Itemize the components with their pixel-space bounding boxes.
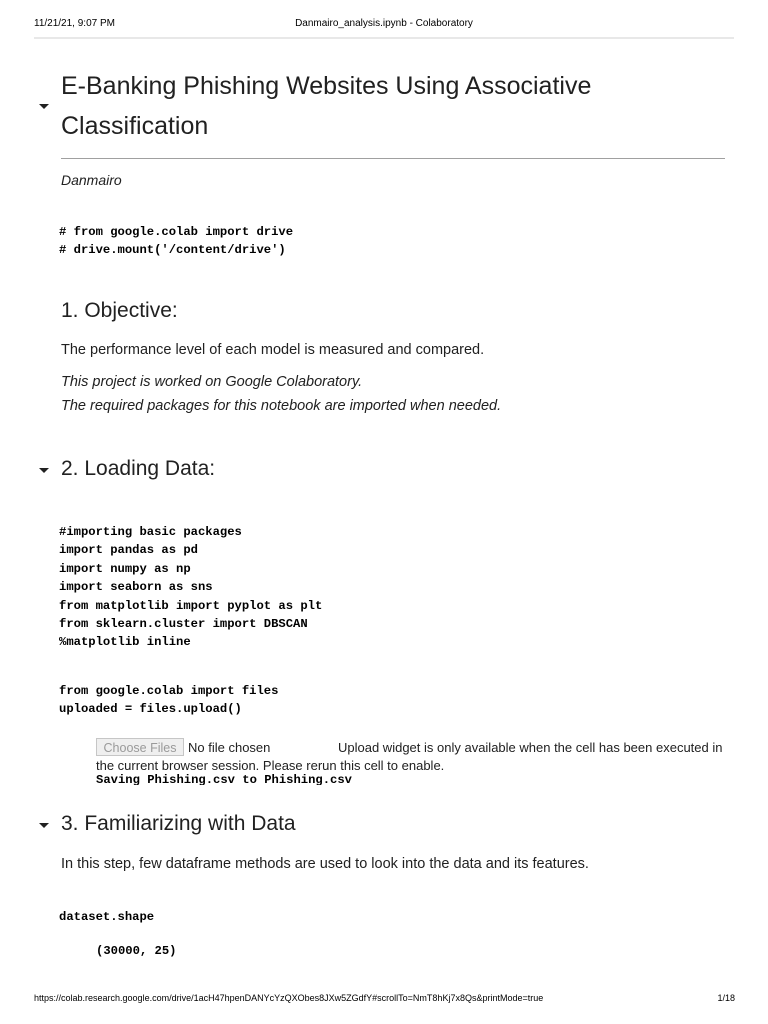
section-heading-objective: 1. Objective: — [61, 299, 178, 322]
collapse-caret-icon[interactable] — [39, 468, 49, 473]
upload-widget-message-2: the current browser session. Please rerun this cell to enable. — [96, 758, 445, 773]
title-divider — [61, 158, 725, 159]
saving-file-output: Saving Phishing.csv to Phishing.csv — [96, 774, 352, 785]
section-heading-familiarizing: 3. Familiarizing with Data — [61, 812, 296, 835]
objective-paragraph: The performance level of each model is measured and compared. — [61, 342, 485, 358]
code-cell-imports[interactable]: #importing basic packages import pandas as pd import numpy as np import seaborn as sns from matplotlib import pyplot as plt from sklearn.cluster import DBSCAN %matplotlib inline — [59, 525, 323, 650]
collapse-caret-icon[interactable] — [39, 823, 49, 828]
print-title: Danmairo_analysis.ipynb - Colaboratory — [295, 18, 473, 29]
print-url: https://colab.research.google.com/drive/1acH47hpenDANYcYzQXObes8JXw5ZGdfY#scrollTo=NmT8hKj7x8Qs&printMode=true — [34, 993, 544, 1003]
print-page-number: 1/18 — [717, 993, 735, 1003]
title-line-1: E-Banking Phishing Websites Using Associative — [61, 72, 592, 100]
objective-note-1: This project is worked on Google Colaboratory. — [61, 374, 363, 390]
upload-widget-message-1: Upload widget is only available when the cell has been executed in — [338, 740, 723, 755]
choose-files-button[interactable]: Choose Files — [96, 738, 184, 756]
code-cell-dataset-shape[interactable]: dataset.shape — [59, 910, 155, 924]
title-line-2: Classification — [61, 112, 209, 140]
print-datetime: 11/21/21, 9:07 PM — [34, 18, 115, 29]
author-name: Danmairo — [61, 172, 122, 188]
header-divider — [34, 37, 734, 39]
collapse-caret-icon[interactable] — [39, 104, 49, 109]
code-cell-drive-mount[interactable]: # from google.colab import drive # drive.mount('/content/drive') — [59, 225, 294, 258]
notebook-title — [61, 66, 661, 146]
dataset-shape-output: (30000, 25) — [96, 944, 177, 958]
code-cell-upload[interactable]: from google.colab import files uploaded = files.upload() — [59, 684, 279, 717]
upload-output-clip — [96, 774, 396, 785]
no-file-chosen-label: No file chosen — [188, 740, 271, 755]
objective-note-2: The required packages for this notebook are imported when needed. — [61, 398, 502, 414]
section-heading-loading-data: 2. Loading Data: — [61, 457, 216, 480]
familiarizing-paragraph: In this step, few dataframe methods are used to look into the data and its features. — [61, 856, 589, 872]
